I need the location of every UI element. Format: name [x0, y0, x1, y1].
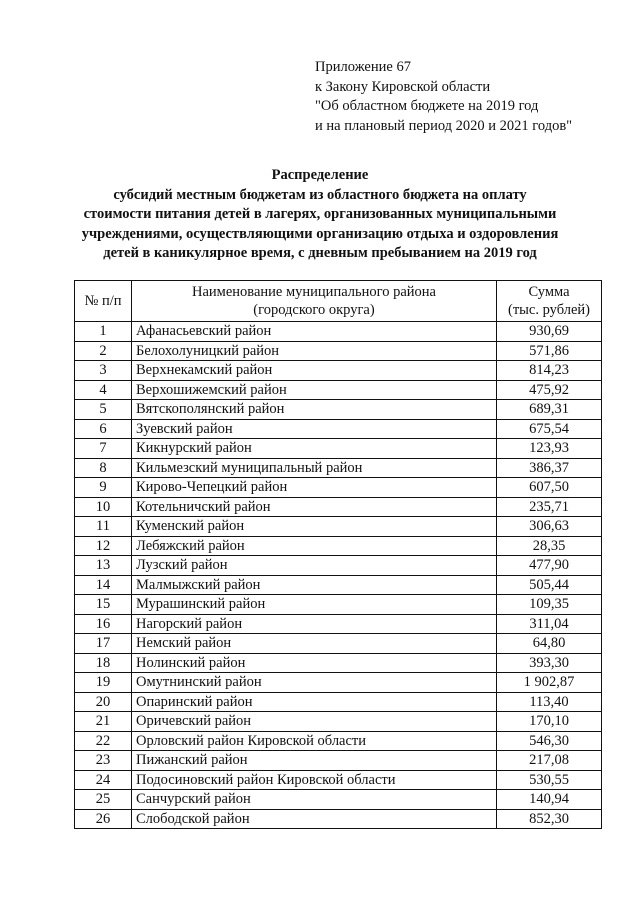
row-num: 10: [75, 497, 132, 517]
row-name: Санчурский район: [132, 790, 497, 810]
table-row: [75, 809, 602, 829]
row-num: 7: [75, 439, 132, 459]
row-sum: 170,10: [497, 712, 602, 732]
table-body: [75, 322, 602, 829]
title-line: учреждениями, осуществляющими организацию отдыха и оздоровления: [81, 225, 559, 242]
header-sum-line1: Сумма: [528, 284, 570, 300]
row-sum: 675,54: [497, 419, 602, 439]
row-sum: 109,35: [497, 595, 602, 615]
row-num: 21: [75, 712, 132, 732]
row-sum: 852,30: [497, 809, 602, 829]
row-sum: 546,30: [497, 731, 602, 751]
row-name: Немский район: [132, 634, 497, 654]
row-num: 2: [75, 341, 132, 361]
row-sum: 386,37: [497, 458, 602, 478]
row-sum: 530,55: [497, 770, 602, 790]
row-sum: 306,63: [497, 517, 602, 537]
appendix-block: [315, 58, 572, 136]
row-sum: 28,35: [497, 536, 602, 556]
row-name: Кирово-Чепецкий район: [132, 478, 497, 498]
row-sum: 140,94: [497, 790, 602, 810]
row-num: 19: [75, 673, 132, 693]
row-num: 5: [75, 400, 132, 420]
row-name: Оричевский район: [132, 712, 497, 732]
row-name: Вятскополянский район: [132, 400, 497, 420]
row-num: 22: [75, 731, 132, 751]
row-sum: 475,92: [497, 380, 602, 400]
row-sum: 477,90: [497, 556, 602, 576]
row-sum: 393,30: [497, 653, 602, 673]
table-row: [75, 712, 602, 732]
row-sum: 113,40: [497, 692, 602, 712]
table-header-row: [75, 281, 602, 322]
row-num: 12: [75, 536, 132, 556]
table-row: [75, 770, 602, 790]
table-row: [75, 731, 602, 751]
row-name: Опаринский район: [132, 692, 497, 712]
row-name: Лузский район: [132, 556, 497, 576]
table-row: [75, 634, 602, 654]
distribution-table: [74, 280, 602, 829]
row-name: Малмыжский район: [132, 575, 497, 595]
table-row: [75, 751, 602, 771]
row-name: Кильмезский муниципальный район: [132, 458, 497, 478]
row-name: Подосиновский район Кировской области: [132, 770, 497, 790]
header-name-line1: Наименование муниципального района: [192, 284, 436, 300]
row-name: Куменский район: [132, 517, 497, 537]
table-row: [75, 692, 602, 712]
table-row: [75, 478, 602, 498]
row-num: 3: [75, 361, 132, 381]
row-name: Зуевский район: [132, 419, 497, 439]
row-sum: 814,23: [497, 361, 602, 381]
row-num: 9: [75, 478, 132, 498]
header-sum-line2: (тыс. рублей): [508, 302, 590, 318]
header-num: № п/п: [75, 281, 132, 322]
table-row: [75, 673, 602, 693]
row-name: Белохолуницкий район: [132, 341, 497, 361]
row-name: Нагорский район: [132, 614, 497, 634]
row-num: 16: [75, 614, 132, 634]
row-name: Нолинский район: [132, 653, 497, 673]
table-row: [75, 653, 602, 673]
row-sum: 607,50: [497, 478, 602, 498]
row-sum: 217,08: [497, 751, 602, 771]
header-sum: [497, 281, 602, 322]
row-num: 17: [75, 634, 132, 654]
row-num: 14: [75, 575, 132, 595]
table-row: [75, 790, 602, 810]
title-line: детей в каникулярное время, с дневным пребыванием на 2019 год: [103, 245, 537, 261]
row-sum: 505,44: [497, 575, 602, 595]
row-sum: 689,31: [497, 400, 602, 420]
table-row: [75, 575, 602, 595]
row-num: 18: [75, 653, 132, 673]
row-sum: 123,93: [497, 439, 602, 459]
row-num: 1: [75, 322, 132, 342]
row-name: Верхнекамский район: [132, 361, 497, 381]
table-row: [75, 361, 602, 381]
appendix-line: и на плановый период 2020 и 2021 годов": [315, 117, 573, 134]
table-row: [75, 419, 602, 439]
row-sum: 571,86: [497, 341, 602, 361]
row-name: Верхошижемский район: [132, 380, 497, 400]
title-line: субсидий местным бюджетам из областного бюджета на оплату: [113, 186, 527, 203]
row-name: Орловский район Кировской области: [132, 731, 497, 751]
title-line: стоимости питания детей в лагерях, организованных муниципальными: [83, 206, 557, 222]
table-row: [75, 439, 602, 459]
document-title: [60, 166, 580, 264]
row-sum: 64,80: [497, 634, 602, 654]
row-num: 24: [75, 770, 132, 790]
row-num: 23: [75, 751, 132, 771]
row-sum: 930,69: [497, 322, 602, 342]
row-name: Слободской район: [132, 809, 497, 829]
row-name: Омутнинский район: [132, 673, 497, 693]
row-name: Лебяжский район: [132, 536, 497, 556]
table-row: [75, 614, 602, 634]
table-row: [75, 536, 602, 556]
table-row: [75, 458, 602, 478]
row-sum: 311,04: [497, 614, 602, 634]
appendix-line: "Об областном бюджете на 2019 год: [315, 98, 539, 114]
row-num: 8: [75, 458, 132, 478]
row-sum: 235,71: [497, 497, 602, 517]
row-name: Пижанский район: [132, 751, 497, 771]
row-num: 25: [75, 790, 132, 810]
row-num: 13: [75, 556, 132, 576]
row-name: Афанасьевский район: [132, 322, 497, 342]
appendix-line: Приложение 67: [315, 59, 411, 75]
table-row: [75, 517, 602, 537]
row-num: 11: [75, 517, 132, 537]
row-num: 20: [75, 692, 132, 712]
table-row: [75, 380, 602, 400]
table-row: [75, 497, 602, 517]
appendix-line: к Закону Кировской области: [315, 78, 491, 95]
title-line: Распределение: [271, 167, 369, 183]
row-num: 26: [75, 809, 132, 829]
header-name-line2: (городского округа): [253, 302, 375, 318]
row-sum: 1 902,87: [497, 673, 602, 693]
table-row: [75, 400, 602, 420]
row-num: 4: [75, 380, 132, 400]
table-row: [75, 322, 602, 342]
table-row: [75, 595, 602, 615]
row-num: 15: [75, 595, 132, 615]
row-name: Мурашинский район: [132, 595, 497, 615]
header-name: [132, 281, 497, 322]
table-row: [75, 556, 602, 576]
row-name: Котельничский район: [132, 497, 497, 517]
table-row: [75, 341, 602, 361]
row-name: Кикнурский район: [132, 439, 497, 459]
row-num: 6: [75, 419, 132, 439]
